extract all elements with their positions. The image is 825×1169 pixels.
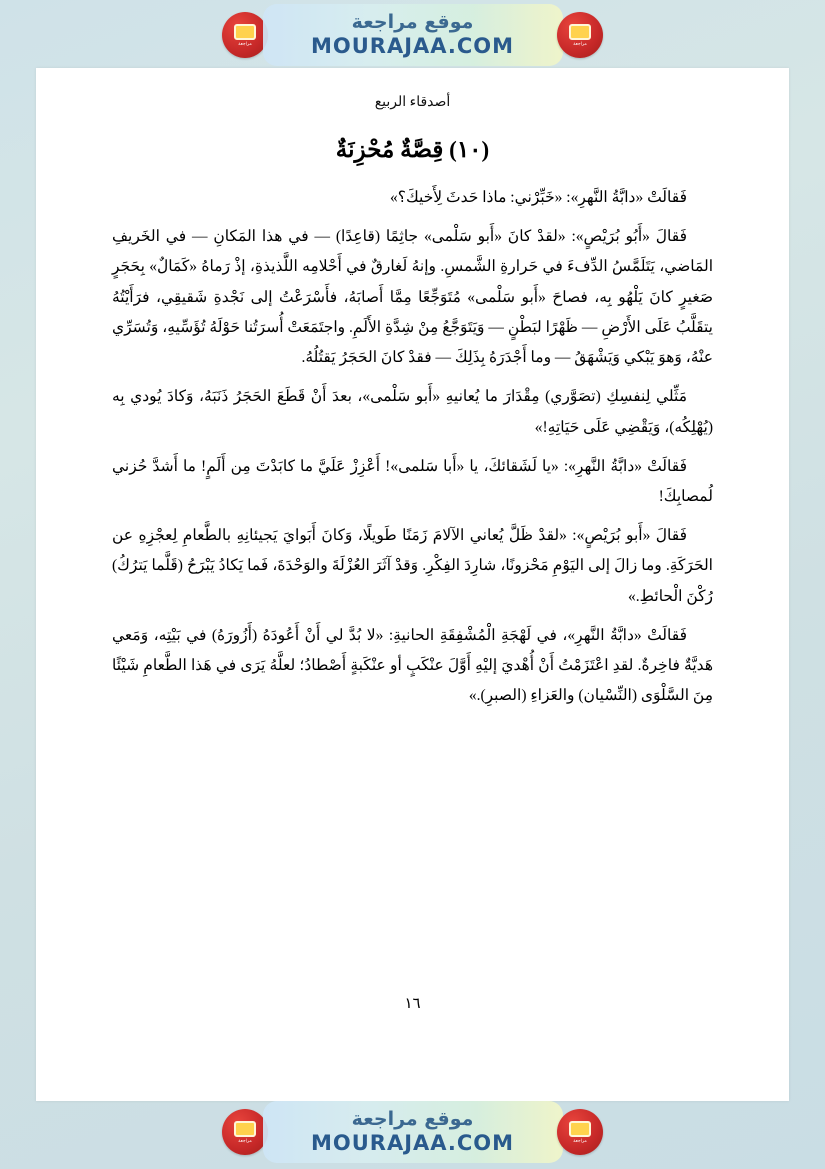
document-page [36, 68, 789, 1101]
series-title: أصدقاء الربيع [374, 95, 451, 110]
document-body [112, 94, 713, 721]
page-title: (١٠) قِصَّةٌ مُحْزِنَةٌ [335, 137, 490, 162]
paragraph: فَقالَتْ «دابَّةُ النَّهرِ»، في لَهْجَةِ الْمُشْفِقَةِ الحانيةِ: «لا بُدَّ لي أَنْ أَعُودَهُ (أَزُورَهُ) في بَيْتِه، وَمَعي هَديَّةٌ فاخِرةٌ. لقدِ اعْتَزَمْتُ أَنْ أُهْديَ إليْهِ أَوَّلَ عنْكَبٍ أو عنْكَبةٍ أَصْطادُ؛ لعلَّهُ يَرَى في هَذا الطَّعامِ شَيْئًا مِنَ السَّلْوَى (النِّسْيان) والعَزاءِ (الصبرِ).» [112, 626, 713, 705]
logo-caption: مراجعة [238, 41, 252, 47]
paragraph: مَثِّلي لِنفسِكِ (تصَوَّري) مِقْدَارَ ما يُعانيهِ «أَبو سَلْمى»، بعدَ أَنْ قَطَعَ الحَجَرُ ذَنَبَهُ، وَكادَ يُودي بِه (يُهْلِكُه)، وَيَقْضِي عَلَى حَيَاتِهِ!» [112, 388, 713, 436]
paragraph: فَقالَتْ «دابَّةُ النَّهرِ»: «يا لَشَقائكَ، يا «أَبا سَلمى»! أَعْزِزْ عَلَيَّ ما كابَدْتَ مِن أَلَمٍ! ما أَشدَّ حُزني لُمصابِكَ! [112, 457, 713, 505]
page-number: ١٦ [404, 996, 421, 1012]
watermark-line-arabic: موقع مراجعة [351, 11, 474, 33]
paragraph: فَقالَتْ «دابَّةُ النَّهرِ»: «خَبِّرْني: ماذا حَدثَ لِأَخيكَ؟» [390, 189, 687, 206]
paragraph: فَقالَ «أَبو بُرَيْصٍ»: «لقدْ ظَلَّ يُعاني الآلامَ زَمَنًا طَويلًا، وَكانَ أَبَوايَ يَجيئانِهِ بالطَّعامِ لِعجْزِهِ عن الحَرَكَةِ. وما زالَ إلى اليَوْمِ مَحْزونًا، شارِدَ الفِكْرِ. وَقدْ آثَرَ العُزْلَةَ والوَحْدَةَ، فَما يَكادُ يَبْرَحُ (قَلَّما يَترُكُ) رُكْنَ الْحائطِ.» [112, 527, 713, 605]
watermark-line-url: MOURAJAA.COM [310, 1130, 515, 1155]
watermark-line-arabic: موقع مراجعة [351, 1108, 474, 1130]
watermark-line-url: MOURAJAA.COM [310, 33, 515, 58]
logo-caption: مراجعة [238, 1138, 252, 1144]
paragraph: فَقالَ «أَبُو بُرَيْصٍ»: «لقدْ كانَ «أَبو سَلْمى» جاثِمًا (قاعِدًا) — في هذا المَكانِ — في الخَريفِ المَاضي، يَتَلَمَّسُ الدِّفءَ في حَرارةِ الشَّمسِ. وإنهُ لَغارقٌ في أَحْلامِه اللَّذيذةِ، إذْ رَماهُ «كَمَالٌ» بِحَجَرٍ صَغيرٍ كانَ يَلْهُو بِه، فصاحَ «أَبو سَلْمى» مُتَوَجِّعًا مِمَّا أَصابَهُ، فأَسْرَعْتُ إلى نَجْدةِ شَقيقِي، فرَأَيْتُهُ يتقَلَّبُ عَلَى الأَرْضِ — ظَهْرًا لبَطْنٍ — وَيَتَوَجَّعُ مِنْ شِدَّةِ الأَلَمِ. واجتَمَعَتْ أُسرَتُنا حَوْلَهُ تُؤَسِّيهِ، وَتُسَرِّي عنْهُ، وَهوَ يَبْكي وَيَشْهَقُ — وما أَجْدَرَهُ بِذَلِكَ — فقدْ كانَ الحَجَرُ يَقتُلُهُ. [112, 228, 713, 367]
logo-caption: مراجعة [573, 1138, 587, 1144]
logo-caption: مراجعة [573, 41, 587, 47]
